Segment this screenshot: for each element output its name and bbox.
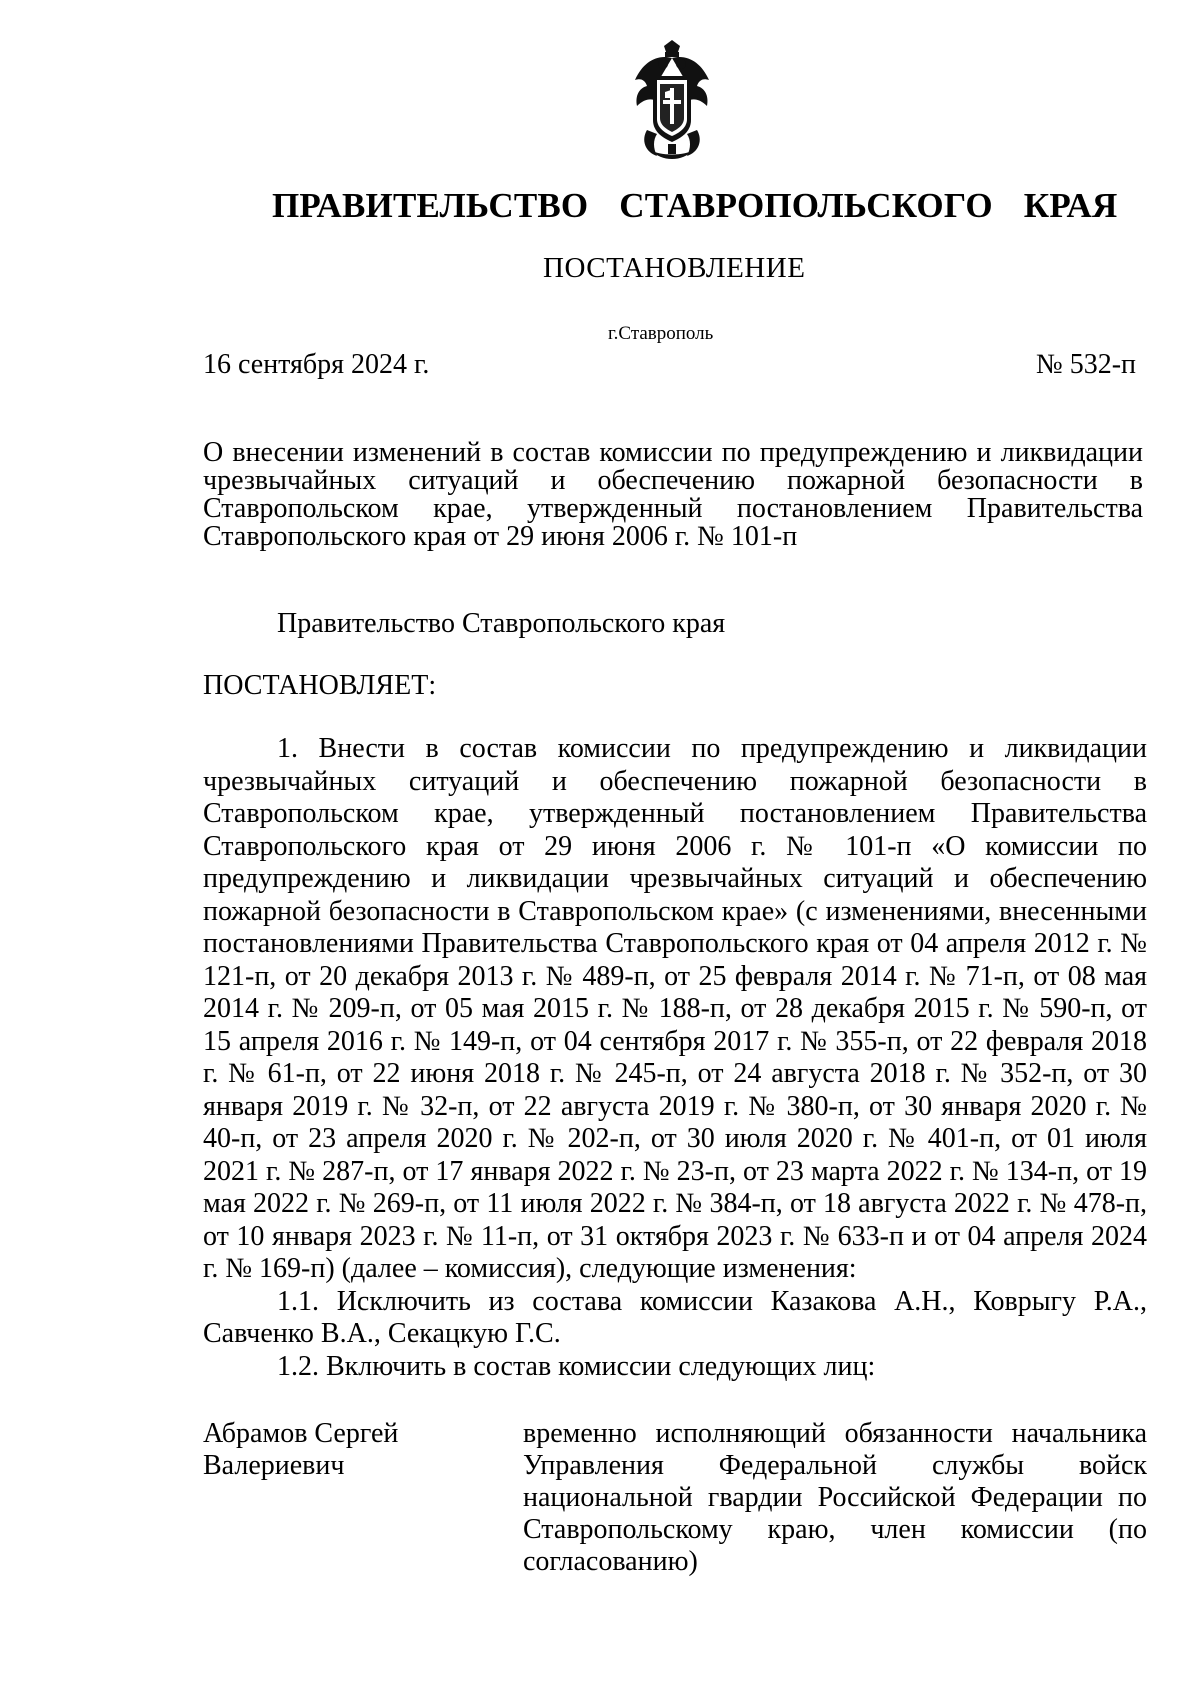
document-number: № 532-п (1036, 349, 1137, 380)
decree-word: ПОСТАНОВЛЯЕТ: (203, 670, 437, 701)
coat-of-arms-emblem (627, 40, 717, 162)
member-name: Абрамов Сергей Валериевич (203, 1418, 399, 1481)
decree-body (203, 733, 1147, 1383)
paragraph-1-2: 1.2. Включить в состав комиссии следующих лиц: (277, 1350, 876, 1382)
paragraph-1: 1. Внести в состав комиссии по предупреждению и ликвидации чрезвычайных ситуаций и обеспечению пожарной безопасности в Ставропольском крае, утвержденный постановлением Правительства Ставропольского края от 29 июня 2006 г. № 101-п «О комиссии по предупреждению и ликвидации чрезвычайных ситуаций и обеспечению пожарной безопасности в Ставропольском крае» (с изменениями, внесенными постановлениями Правительства Ставропольского края от 04 апреля 2012 г. № 121-п, от 20 декабря 2013 г. № 489-п, от 25 февраля 2014 г. № 71-п, от 08 мая 2014 г. № 209-п, от 05 мая 2015 г. № 188-п, от 28 декабря 2015 г. № 590-п, от 15 апреля 2016 г. № 149-п, от 04 сентября 2017 г. № 355-п, от 22 февраля 2018 г. № 61-п, от 22 июня 2018 г. № 245-п, от 24 августа 2018 г. № 352-п, от 30 января 2019 г. № 32-п, от 22 августа 2019 г. № 380-п, от 30 января 2020 г. № 40-п, от 23 апреля 2020 г. № 202-п, от 30 июля 2020 г. № 401-п, от 01 июля 2021 г. № 287-п, от 17 января 2022 г. № 23-п, от 23 марта 2022 г. № 134-п, от 19 мая 2022 г. № 269-п, от 11 июля 2022 г. № 384-п, от 18 августа 2022 г. № 478-п, от 10 января 2023 г. № 11-п, от 31 октября 2023 г. № 633-п и от 04 апреля 2024 г. № 169-п) (далее – комиссия), следующие изменения: (203, 733, 1147, 1284)
issuing-city: г.Ставрополь (608, 323, 714, 344)
document-date: 16 сентября 2024 г. (203, 349, 430, 380)
member-row (203, 1418, 1147, 1578)
paragraph-1-1: 1.1. Исключить из состава комиссии Казакова А.Н., Коврыгу Р.А., Савченко В.А., Секацкую Г.С. (203, 1285, 1147, 1349)
members-list (203, 1418, 1147, 1578)
government-title: ПРАВИТЕЛЬСТВО СТАВРОПОЛЬСКОГО КРАЯ (272, 186, 1118, 225)
document-subject: О внесении изменений в состав комиссии по предупреждению и ликвидации чрезвычайных ситуаций и обеспечению пожарной безопасности в Ставропольском крае, утвержденный постановлением Правительства Ставропольского края от 29 июня 2006 г. № 101-п (203, 437, 1143, 552)
preamble: Правительство Ставропольского края (277, 608, 726, 639)
document-type: ПОСТАНОВЛЕНИЕ (543, 252, 806, 284)
member-description: временно исполняющий обязанности начальника Управления Федеральной службы войск национальной гвардии Российской Федерации по Ставропольскому краю, член комиссии (по согласованию) (523, 1418, 1147, 1577)
